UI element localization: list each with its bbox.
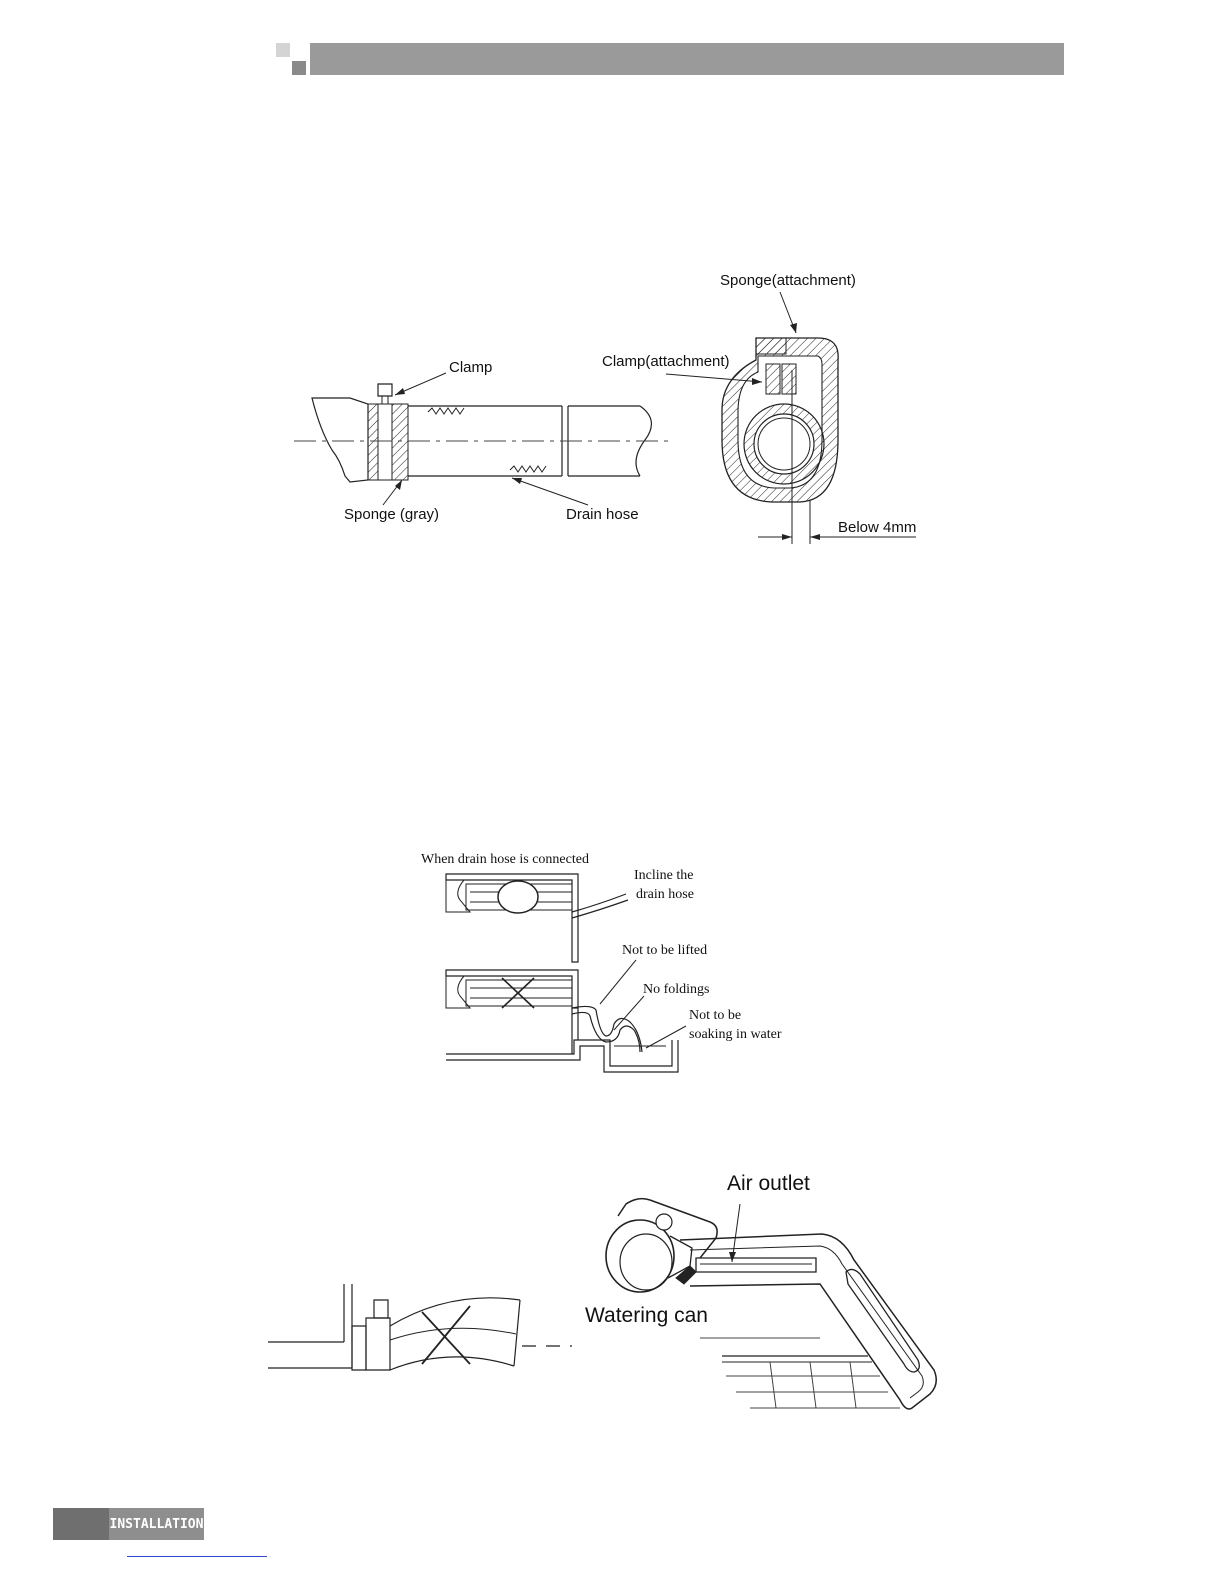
label-incline-line2: drain hose [636, 887, 694, 902]
label-not-soaking-line2: soaking in water [689, 1027, 782, 1042]
label-watering-can: Watering can [585, 1304, 708, 1327]
footer-section-tab: INSTALLATION [109, 1508, 204, 1540]
label-not-soaking-line1: Not to be [689, 1008, 742, 1023]
label-sponge-gray: Sponge (gray) [344, 506, 440, 523]
label-when-connected: When drain hose is connected [421, 852, 589, 867]
label-clamp: Clamp [449, 359, 493, 376]
label-incline-line1: Incline the [634, 868, 694, 883]
label-no-foldings: No foldings [643, 982, 710, 997]
label-below-4mm: Below 4mm [838, 519, 917, 536]
label-sponge-attachment: Sponge(attachment) [720, 272, 856, 289]
footer-link-underline [127, 1556, 267, 1557]
label-drain-hose: Drain hose [566, 506, 639, 523]
footer-block [53, 1508, 109, 1540]
label-not-lifted: Not to be lifted [622, 943, 708, 958]
label-clamp-attachment: Clamp(attachment) [602, 353, 730, 370]
label-air-outlet: Air outlet [727, 1172, 810, 1195]
